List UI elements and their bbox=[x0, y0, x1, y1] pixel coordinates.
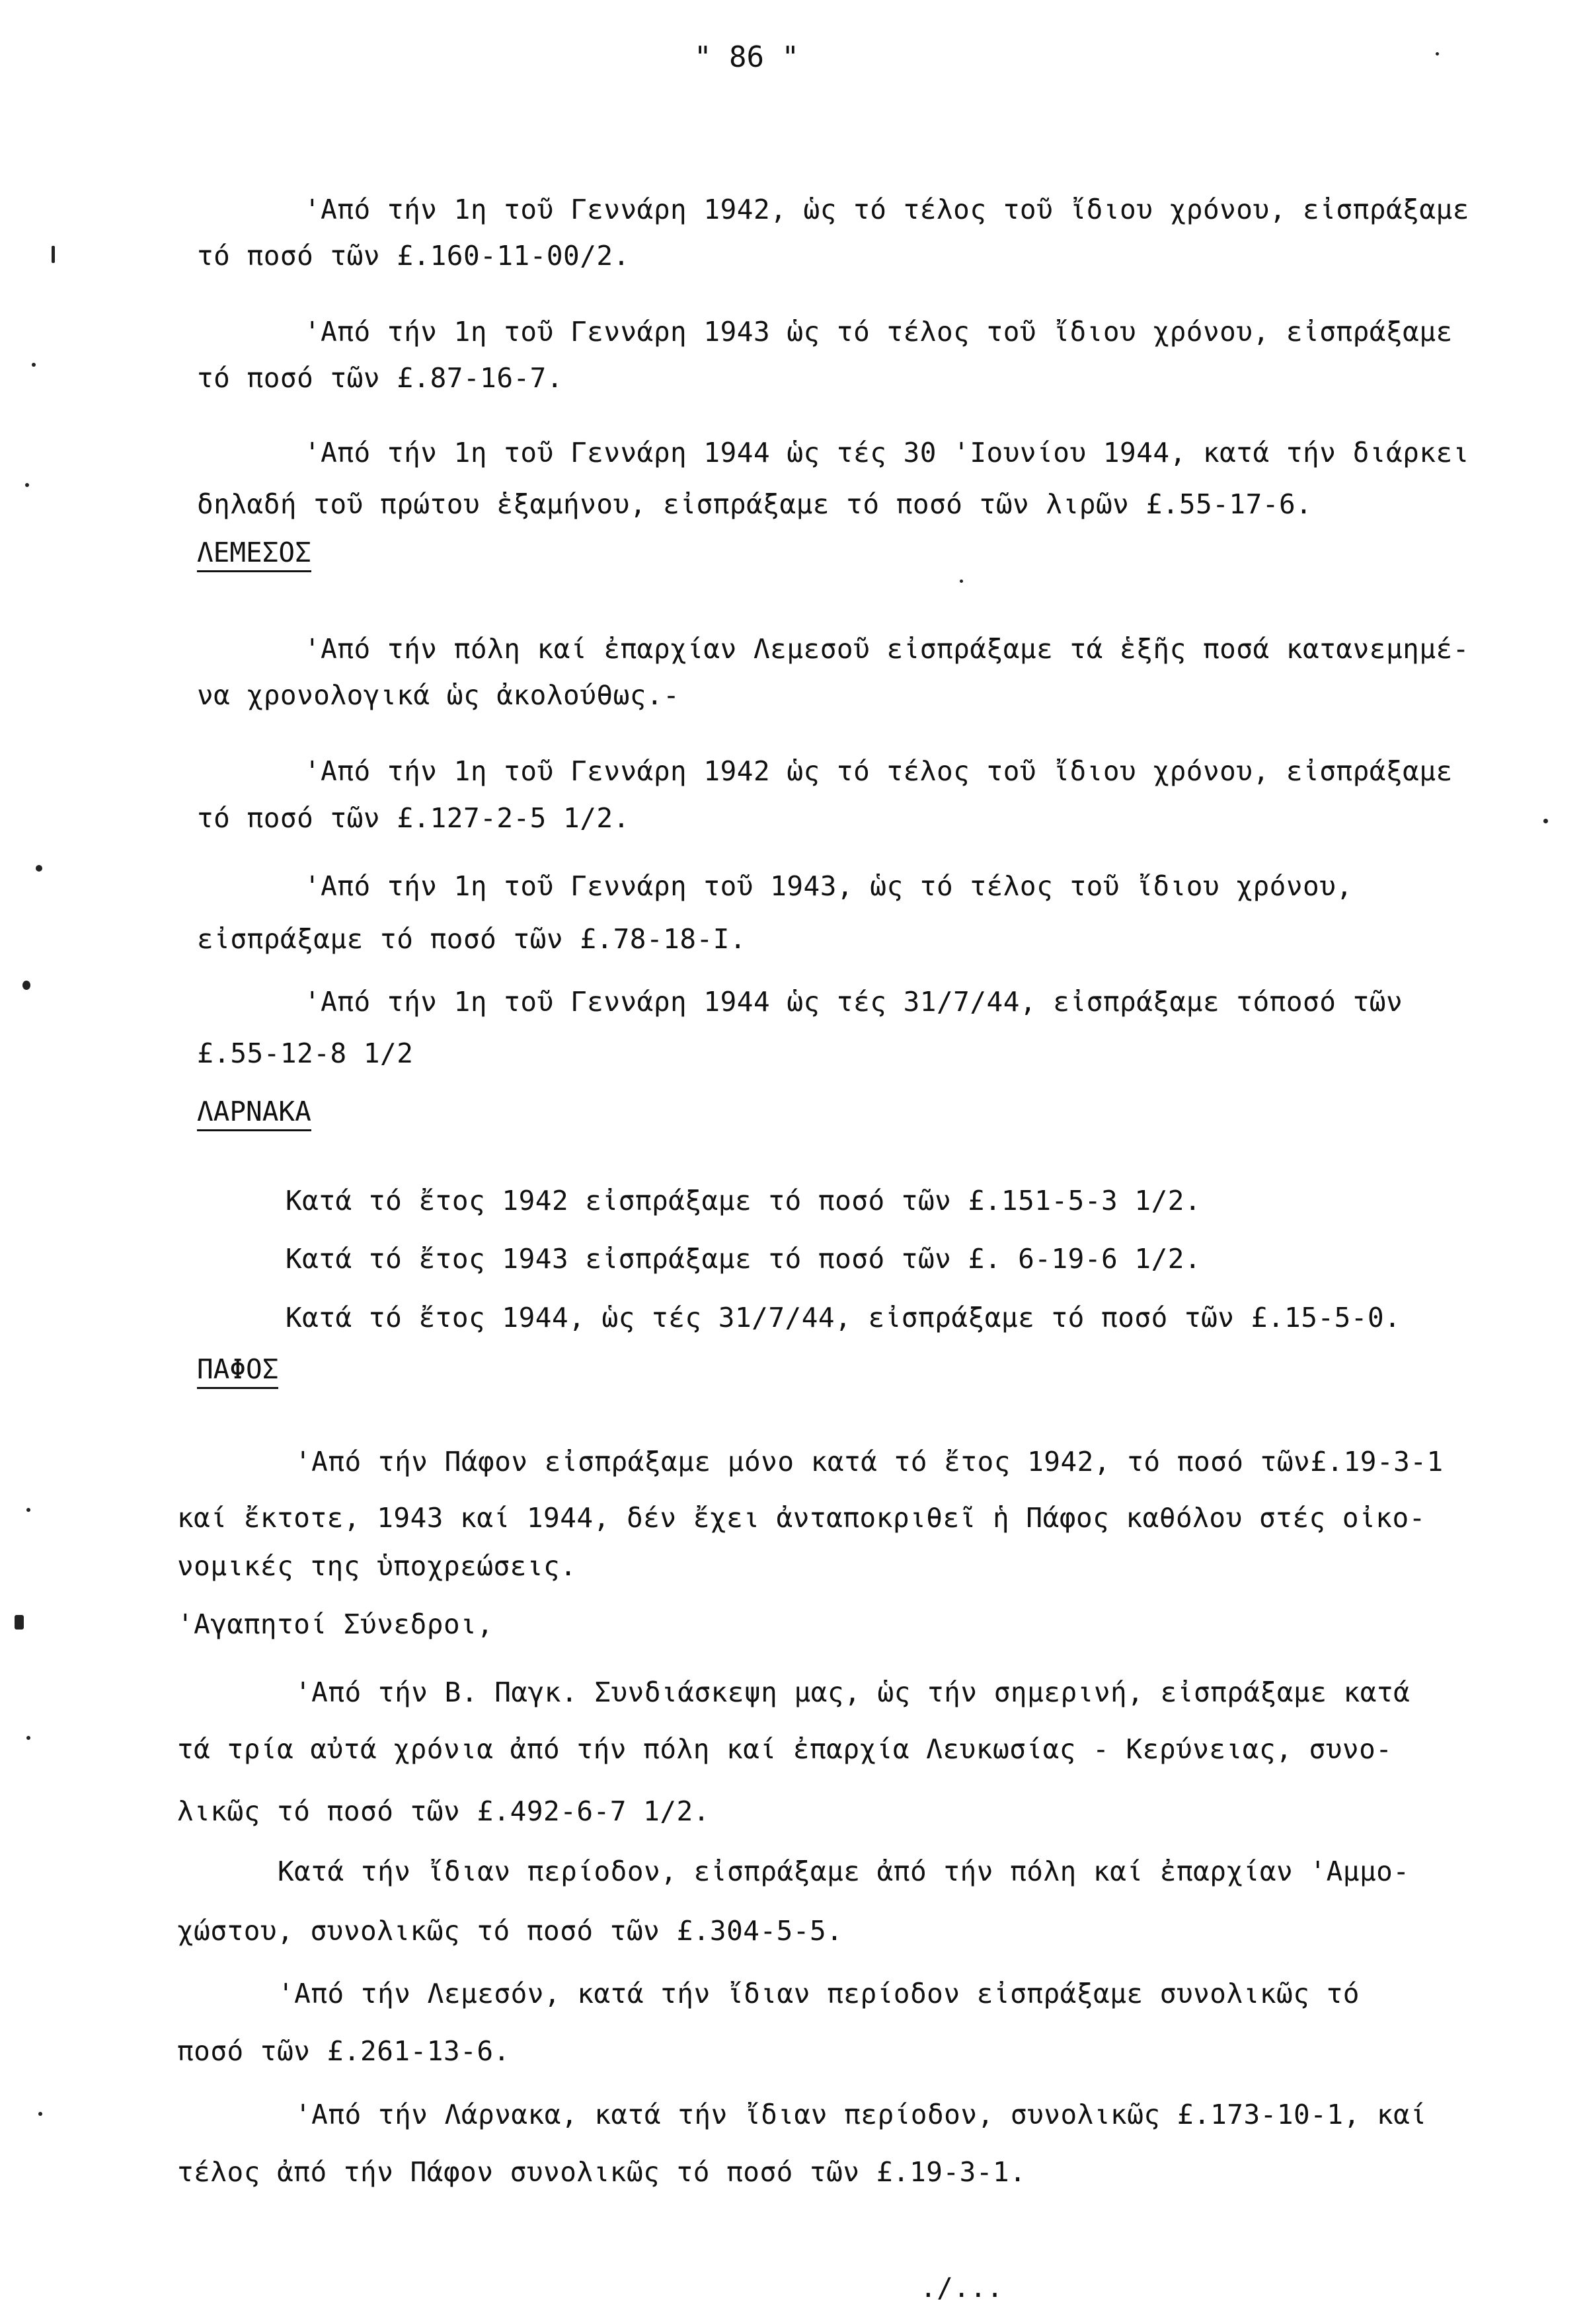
scan-speck bbox=[36, 865, 42, 872]
scan-speck bbox=[32, 363, 36, 367]
text-line: τό ποσό τῶν £.127-2-5 1/2. bbox=[197, 802, 630, 834]
scan-speck bbox=[1436, 52, 1439, 56]
text-line: 'Από τήν Πάφον εἰσπράξαμε μόνο κατά τό ἔτος 1942, τό ποσό τῶν£.19-3-1 bbox=[295, 1446, 1444, 1478]
text-line: νομικές της ὑποχρεώσεις. bbox=[177, 1550, 577, 1582]
text-line: 'Από τήν 1η τοῦ Γεννάρη 1942 ὡς τό τέλος τοῦ ἴδιου χρόνου, εἰσπράξαμε bbox=[304, 755, 1453, 787]
text-line: 'Από τήν πόλη καί ἐπαρχίαν Λεμεσοῦ εἰσπράξαμε τά ἑξῆς ποσά κατανεμημέ- bbox=[304, 633, 1469, 665]
text-line: 'Από τήν Β. Παγκ. Συνδιάσκεψη μας, ὡς τήν σημερινή, εἰσπράξαμε κατά bbox=[295, 1676, 1411, 1708]
heading-larnaka: ΛΑΡΝΑΚΑ bbox=[197, 1095, 311, 1131]
text-line: χώστου, συνολικῶς τό ποσό τῶν £.304-5-5. bbox=[177, 1915, 843, 1947]
scan-speck bbox=[960, 580, 963, 583]
text-line: τό ποσό τῶν £.160-11-00/2. bbox=[197, 240, 630, 272]
text-line: 'Αγαπητοί Σύνεδροι, bbox=[177, 1608, 494, 1640]
scan-speck bbox=[25, 483, 29, 487]
text-line: τό ποσό τῶν £.87-16-7. bbox=[197, 362, 564, 394]
heading-pafos: ΠΑΦΟΣ bbox=[197, 1353, 278, 1389]
text-line: 'Από τήν 1η τοῦ Γεννάρη 1942, ὡς τό τέλος τοῦ ἴδιου χρόνου, εἰσπράξαμε bbox=[304, 194, 1469, 225]
text-line: 'Από τήν 1η τοῦ Γεννάρη 1943 ὡς τό τέλος τοῦ ἴδιου χρόνου, εἰσπράξαμε bbox=[304, 316, 1453, 348]
text-line: 'Από τήν Λεμεσόν, κατά τήν ἴδιαν περίοδον εἰσπράξαμε συνολικῶς τό bbox=[278, 1978, 1360, 2009]
page-number: " 86 " bbox=[694, 40, 799, 74]
scan-speck bbox=[1543, 819, 1548, 823]
continuation-mark: ./... bbox=[920, 2272, 1003, 2304]
text-line: καί ἔκτοτε, 1943 καί 1944, δέν ἔχει ἀνταποκριθεῖ ἡ Πάφος καθόλου στές οἰκο- bbox=[177, 1502, 1426, 1534]
text-line: δηλαδή τοῦ πρώτου ἑξαμήνου, εἰσπράξαμε τό ποσό τῶν λιρῶν £.55-17-6. bbox=[197, 488, 1313, 520]
text-line: λικῶς τό ποσό τῶν £.492-6-7 1/2. bbox=[177, 1795, 710, 1827]
text-line: 'Από τήν Λάρνακα, κατά τήν ἴδιαν περίοδον, συνολικῶς £.173-10-1, καί bbox=[295, 2099, 1427, 2130]
heading-lemesos: ΛΕΜΕΣΟΣ bbox=[197, 536, 311, 572]
text-line: τέλος ἀπό τήν Πάφον συνολικῶς τό ποσό τῶν £.19-3-1. bbox=[177, 2156, 1026, 2188]
text-line: Κατά τό ἔτος 1944, ὡς τές 31/7/44, εἰσπράξαμε τό ποσό τῶν £.15-5-0. bbox=[286, 1302, 1401, 1333]
scan-speck bbox=[38, 2112, 42, 2116]
text-line: Κατά τό ἔτος 1942 εἰσπράξαμε τό ποσό τῶν £.151-5-3 1/2. bbox=[286, 1185, 1202, 1217]
scan-speck bbox=[26, 1736, 30, 1740]
scan-speck bbox=[52, 246, 55, 263]
text-line: εἰσπράξαμε τό ποσό τῶν £.78-18-I. bbox=[197, 923, 747, 955]
text-line: ποσό τῶν £.261-13-6. bbox=[177, 2035, 510, 2067]
text-line: να χρονολογικά ὡς ἀκολούθως.- bbox=[197, 679, 680, 711]
scan-speck bbox=[22, 981, 30, 990]
scan-speck bbox=[26, 1508, 30, 1512]
scan-speck bbox=[15, 1615, 24, 1630]
text-line: Κατά τό ἔτος 1943 εἰσπράξαμε τό ποσό τῶν £. 6-19-6 1/2. bbox=[286, 1243, 1202, 1275]
text-line: £.55-12-8 1/2 bbox=[197, 1037, 414, 1069]
text-line: 'Από τήν 1η τοῦ Γεννάρη 1944 ὡς τές 31/7/44, εἰσπράξαμε τόποσό τῶν bbox=[304, 986, 1403, 1018]
text-line: τά τρία αὐτά χρόνια ἀπό τήν πόλη καί ἐπαρχία Λευκωσίας - Κερύνειας, συνο- bbox=[177, 1733, 1393, 1765]
text-line: Κατά τήν ἴδιαν περίοδον, εἰσπράξαμε ἀπό τήν πόλη καί ἐπαρχίαν 'Αμμο- bbox=[278, 1855, 1410, 1887]
text-line: 'Από τήν 1η τοῦ Γεννάρη 1944 ὡς τές 30 'Ιουνίου 1944, κατά τήν διάρκει bbox=[304, 437, 1469, 469]
text-line: 'Από τήν 1η τοῦ Γεννάρη τοῦ 1943, ὡς τό τέλος τοῦ ἴδιου χρόνου, bbox=[304, 870, 1353, 902]
